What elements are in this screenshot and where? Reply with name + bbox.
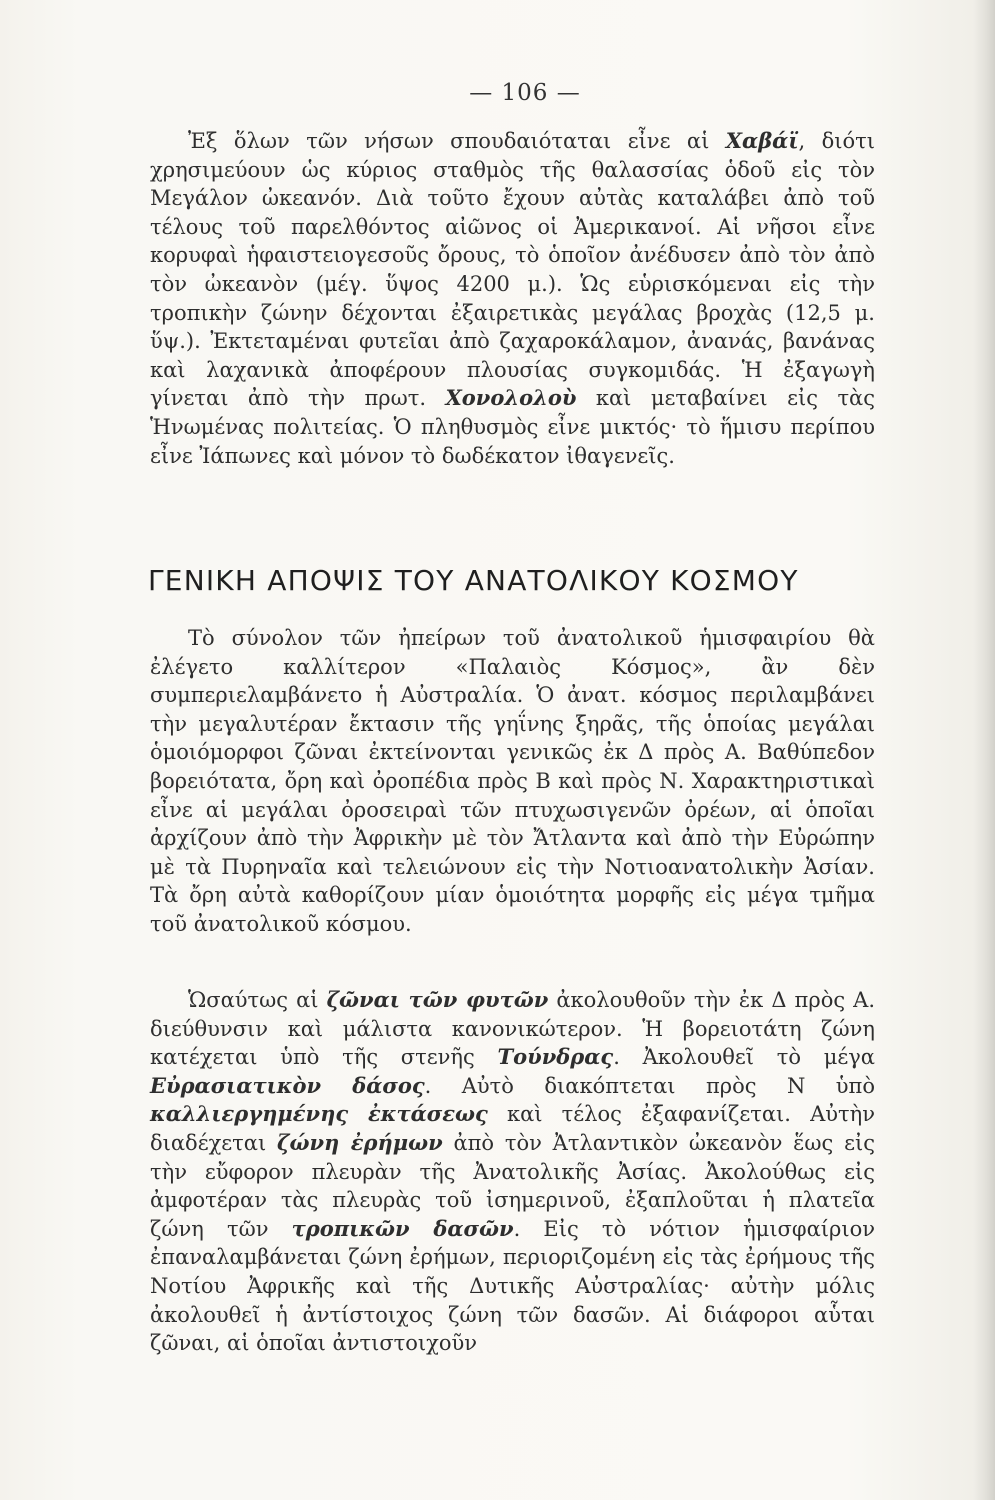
emphasized-term: ζώνη ἐρήμων (277, 1129, 443, 1155)
text-run: καὶ τέλος ἐξαφανίζεται. Αὐτὴν διαδέχεται (150, 1102, 875, 1155)
emphasized-term: ζῶναι τῶν φυτῶν (326, 987, 549, 1012)
section-heading: ΓΕΝΙΚΗ ΑΠΟΨΙΣ ΤΟΥ ΑΝΑΤΟΛΙΚΟΥ ΚΟΣΜΟΥ (148, 564, 799, 597)
paragraph-eastern-world (150, 624, 875, 939)
emphasized-term: Χονολολοὺ (445, 385, 577, 411)
text-run: . Εἰς τὸ νότιον ἡμισφαίριον ἐπαναλαμβάνεται ζώνη ἐρήμων, περιοριζομένη εἰς τὰς ἐρήμους τῆς Νοτίου Ἀφρικῆς καὶ τῆς Δυτικῆς Αὐστραλίας· αὐτὴν μόλις ἀκολουθεῖ ἡ ἀντίστοιχος ζώνη τῶν δασῶν. Αἱ διάφοροι αὗται ζῶναι, αἱ ὁποῖαι ἀντιστοιχοῦν (150, 1216, 875, 1356)
paragraph-hawaii (150, 127, 875, 470)
text-run: . Ἀκολουθεῖ τὸ μέγα (613, 1045, 875, 1070)
emphasized-term: Εὐρασιατικὸν δάσος (150, 1072, 425, 1098)
text-run: , διότι χρησιμεύουν ὡς κύριος σταθμὸς τῆς θαλασσίας ὁδοῦ εἰς τὸν Μεγάλον ὠκεανόν. Διὰ τοῦτο ἔχουν αὐτὰς καταλάβει ἀπὸ τοῦ τέλους τοῦ παρελθόντος αἰῶνος οἱ Ἀμερικανοί. Αἱ νῆσοι εἶνε κορυφαὶ ἡφαιστειογεσοῦς ὄρους, τὸ ὁποῖον ἀνέδυσεν ἀπὸ τὸν ἀπὸ τὸν ὠκεανὸν (μέγ. ὕψος 4200 μ.). Ὡς εὑρισκόμεναι εἰς τὴν τροπικὴν ζώνην δέχονται ἐξαιρετικὰς μεγάλας βροχὰς (12,5 μ. ὕψ.). Ἐκτεταμέναι φυτεῖαι ἀπὸ ζαχαροκάλαμον, ἀνανάς, βανάνας καὶ λαχανικὰ ἀποφέρουν πλουσίας συγκομιδάς. Ἡ ἐξαγωγὴ γίνεται ἀπὸ τὴν πρωτ. (150, 129, 875, 411)
text-run: Ἐξ ὅλων τῶν νήσων σπουδαιόταται εἶνε αἱ (188, 129, 726, 153)
page-number: — 106 — (469, 80, 581, 106)
emphasized-term: καλλιεργημένης ἐκτάσεως (150, 1101, 488, 1127)
emphasized-term: Χαβάϊ (725, 128, 799, 153)
paragraph-text (150, 986, 875, 1358)
paragraph-text: Τὸ σύνολον τῶν ἠπείρων τοῦ ἀνατολικοῦ ἡμισφαιρίου θὰ ἐλέγετο καλλίτερον «Παλαιὸς Κόσμος», ἂν δὲν συμπεριελαμβάνετο ἡ Αὐστραλία. Ὁ ἀνατ. κόσμος περιλαμβάνει τὴν μεγαλυτέραν ἔκτασιν τῆς γηΐνης ξηρᾶς, τῆς ὁποίας μεγάλαι ὁμοιόμορφοι ζῶναι ἐκτείνονται γενικῶς ἐκ Δ πρὸς Α. Βαθύπεδον βορειότατα, ὄρη καὶ ὀροπέδια πρὸς Β καὶ πρὸς Ν. Χαρακτηριστικαὶ εἶνε αἱ μεγάλαι ὀροσειραὶ τῶν πτυχωσιγενῶν ὀρέων, αἱ ὁποῖαι ἀρχίζουν ἀπὸ τὴν Ἀφρικὴν μὲ τὸν Ἄτλαντα καὶ ἀπὸ τὴν Εὐρώπην μὲ τὰ Πυρηναῖα καὶ τελειώνουν εἰς τὴν Νοτιοανατολικὴν Ἀσίαν. Τὰ ὄρη αὐτὰ καθορίζουν μίαν ὁμοιότητα μορφῆς εἰς μέγα τμῆμα τοῦ ἀνατολικοῦ κόσμου. (150, 626, 875, 936)
emphasized-term: Τούνδρας (497, 1044, 614, 1070)
emphasized-term: τροπικῶν δασῶν (291, 1215, 514, 1241)
page-edge-shadow (973, 0, 995, 1500)
text-run: ἀκολουθοῦν τὴν ἐκ Δ πρὸς Α. διεύθυνσιν καὶ μάλιστα κανονικώτερον. Ἡ βορειοτάτη ζώνη κατέχεται ὑπὸ τῆς στενῆς (150, 988, 875, 1070)
text-run: . Αὐτὸ διακόπτεται πρὸς Ν ὑπὸ (424, 1073, 875, 1098)
text-run: καὶ μεταβαίνει εἰς τὰς Ἡνωμένας πολιτείας. Ὁ πληθυσμὸς εἶνε μικτός· τὸ ἥμισυ περίπου εἶνε Ἰάπωνες καὶ μόνον τὸ δωδέκατον ἰθαγενεῖς. (150, 386, 875, 468)
paragraph-plant-zones (150, 986, 875, 1358)
text-run: Ὡσαύτως αἱ (188, 988, 327, 1012)
paragraph-text (150, 127, 875, 470)
text-run: ἀπὸ τὸν Ἀτλαντικὸν ὠκεανὸν ἕως εἰς τὴν εὔφορον πλευρὰν τῆς Ἀνατολικῆς Ἀσίας. Ἀκολούθως εἰς ἀμφοτέραν τὰς πλευρὰς τοῦ ἰσημερινοῦ, ἐξαπλοῦται ἡ πλατεῖα ζώνη τῶν (150, 1130, 875, 1241)
